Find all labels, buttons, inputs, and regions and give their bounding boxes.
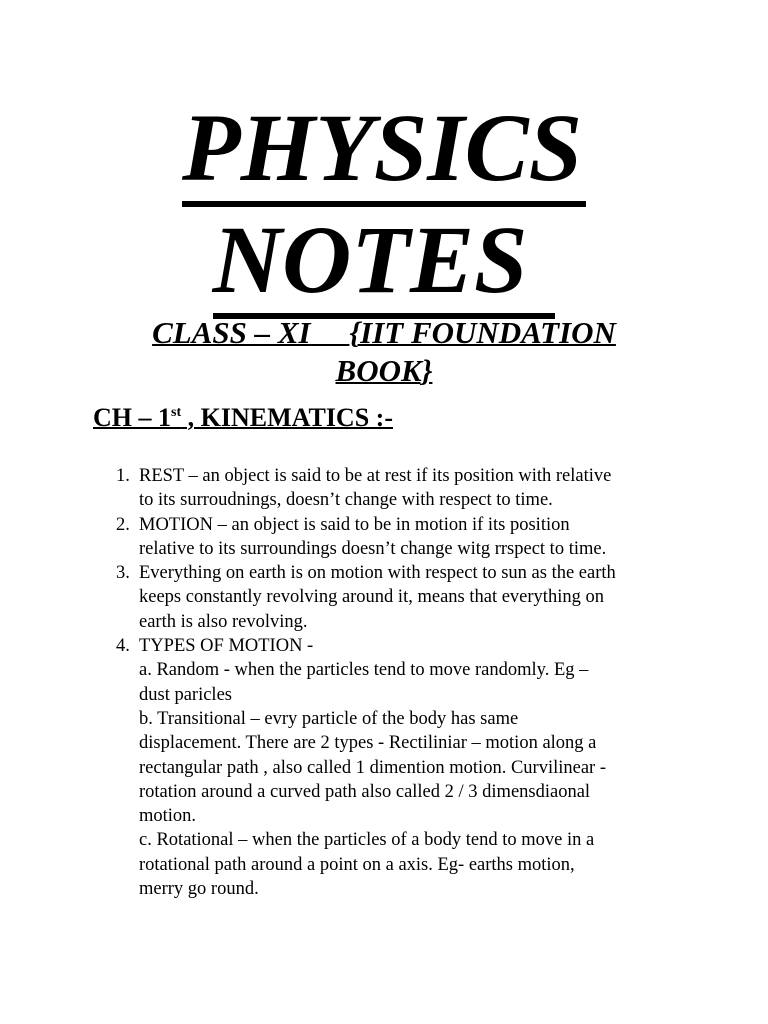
chapter-title: , KINEMATICS :- (181, 403, 393, 432)
list-item-line: displacement. There are 2 types - Rectiliniar – motion along a (139, 733, 597, 754)
title-line-physics (0, 94, 768, 201)
list-item-line: rotation around a curved path also called 2 / 3 dimensdiaonal (139, 781, 591, 802)
list-item-line: b. Transitional – evry particle of the body has same (139, 708, 519, 729)
title-text-notes: NOTES (213, 206, 556, 319)
list-item-number: 2. (116, 514, 130, 535)
list-item-line: rotational path around a point on a axis. Eg- earths motion, (139, 854, 575, 875)
list-item-line: MOTION – an object is said to be in motion if its position (139, 514, 570, 535)
subtitle-foundation: {IIT FOUNDATION (349, 315, 616, 350)
list-item-line: Everything on earth is on motion with respect to sun as the earth (139, 563, 616, 584)
title-text-physics: PHYSICS (182, 94, 586, 207)
list-item-line: earth is also revolving. (139, 611, 308, 632)
subtitle-gap (311, 315, 350, 350)
list-item (116, 513, 676, 562)
list-item-number: 4. (116, 636, 130, 657)
list-item-line: motion. (139, 806, 197, 827)
list-item-line: c. Rotational – when the particles of a body tend to move in a (139, 830, 595, 851)
notes-list (116, 464, 676, 901)
subtitle-class: CLASS – XI (152, 315, 311, 350)
list-item-number: 1. (116, 466, 130, 486)
list-item (116, 464, 676, 513)
chapter-heading (93, 402, 393, 434)
list-item-line: relative to its surroundings doesn’t change witg rrspect to time. (139, 538, 607, 559)
list-item (116, 634, 676, 901)
list-item-line: to its surroudnings, doesn’t change with respect to time. (139, 490, 553, 511)
list-item-line: dust paricles (139, 684, 232, 705)
list-item-line: a. Random - when the particles tend to move randomly. Eg – (139, 660, 589, 681)
chapter-superscript: st (171, 405, 182, 420)
list-item (116, 561, 676, 634)
subtitle-book: BOOK} (335, 353, 433, 388)
chapter-prefix: CH – 1 (93, 403, 171, 432)
list-item-line: rectangular path , also called 1 dimention motion. Curvilinear - (139, 757, 606, 778)
list-item-line: keeps constantly revolving around it, means that everything on (139, 587, 604, 608)
list-item-number: 3. (116, 563, 130, 584)
title-line-notes (0, 206, 768, 313)
list-item-line: TYPES OF MOTION - (139, 636, 314, 657)
list-item-line: merry go round. (139, 879, 259, 900)
subtitle (110, 314, 658, 390)
list-item-line: REST – an object is said to be at rest if its position with relative (139, 466, 612, 486)
